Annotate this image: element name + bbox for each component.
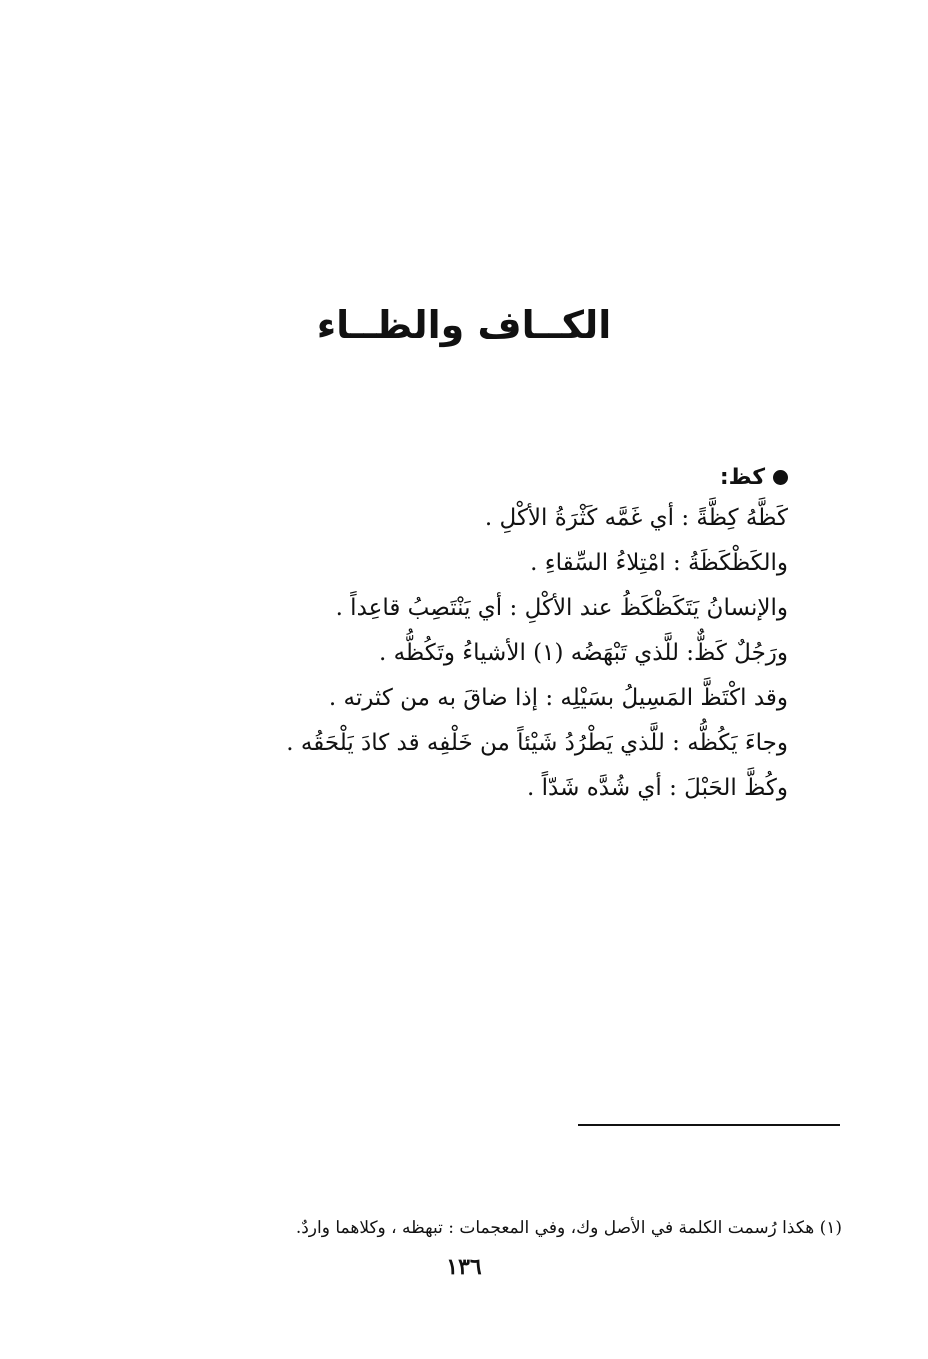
entry-line: والكَظْكَظَةُ : امْتِلاءُ السِّقاءِ . xyxy=(530,550,788,576)
headword: كظ: xyxy=(719,464,765,490)
entry-line: وكُظَّ الحَبْلَ : أي شُدَّه شَدّاً . xyxy=(527,775,788,801)
bullet-icon xyxy=(773,470,788,485)
entry-line: كَظَّهُ كِظَّةً : أي غَمَّه كَثْرَةُ الأكْلِ . xyxy=(484,505,788,531)
page-number: ١٣٦ xyxy=(446,1254,482,1280)
entry-line: وقد اكْتَظَّ المَسِيلُ بسَيْلِه : إذا ضاقَ به من كثرته . xyxy=(328,685,788,711)
footnote-divider xyxy=(578,1124,840,1126)
footnote: (١) هكذا رُسمت الكلمة في الأصل وك، وفي المعجمات : تبهظه ، وكلاهما واردٌ. xyxy=(295,1218,842,1238)
entry-heading xyxy=(108,458,788,496)
page-title: الكــاف والظــاء xyxy=(316,303,612,348)
entry-line: ورَجُلٌ كَظٌّ: للَّذي تَبْهَضُه (١) الأشياءُ وتَكُظُّه . xyxy=(378,640,788,666)
entry-line: والإنسانُ يَتَكَظْكَظُ عند الأكْلِ : أي يَنْتَصِبُ قاعِداً . xyxy=(335,595,788,621)
entry-line: وجاءَ يَكُظُّه : للَّذي يَطْرُدُ شَيْئاً من خَلْفِه قد كادَ يَلْحَقُه . xyxy=(286,730,788,756)
entry-lines xyxy=(108,496,788,811)
dictionary-entry xyxy=(108,458,788,811)
